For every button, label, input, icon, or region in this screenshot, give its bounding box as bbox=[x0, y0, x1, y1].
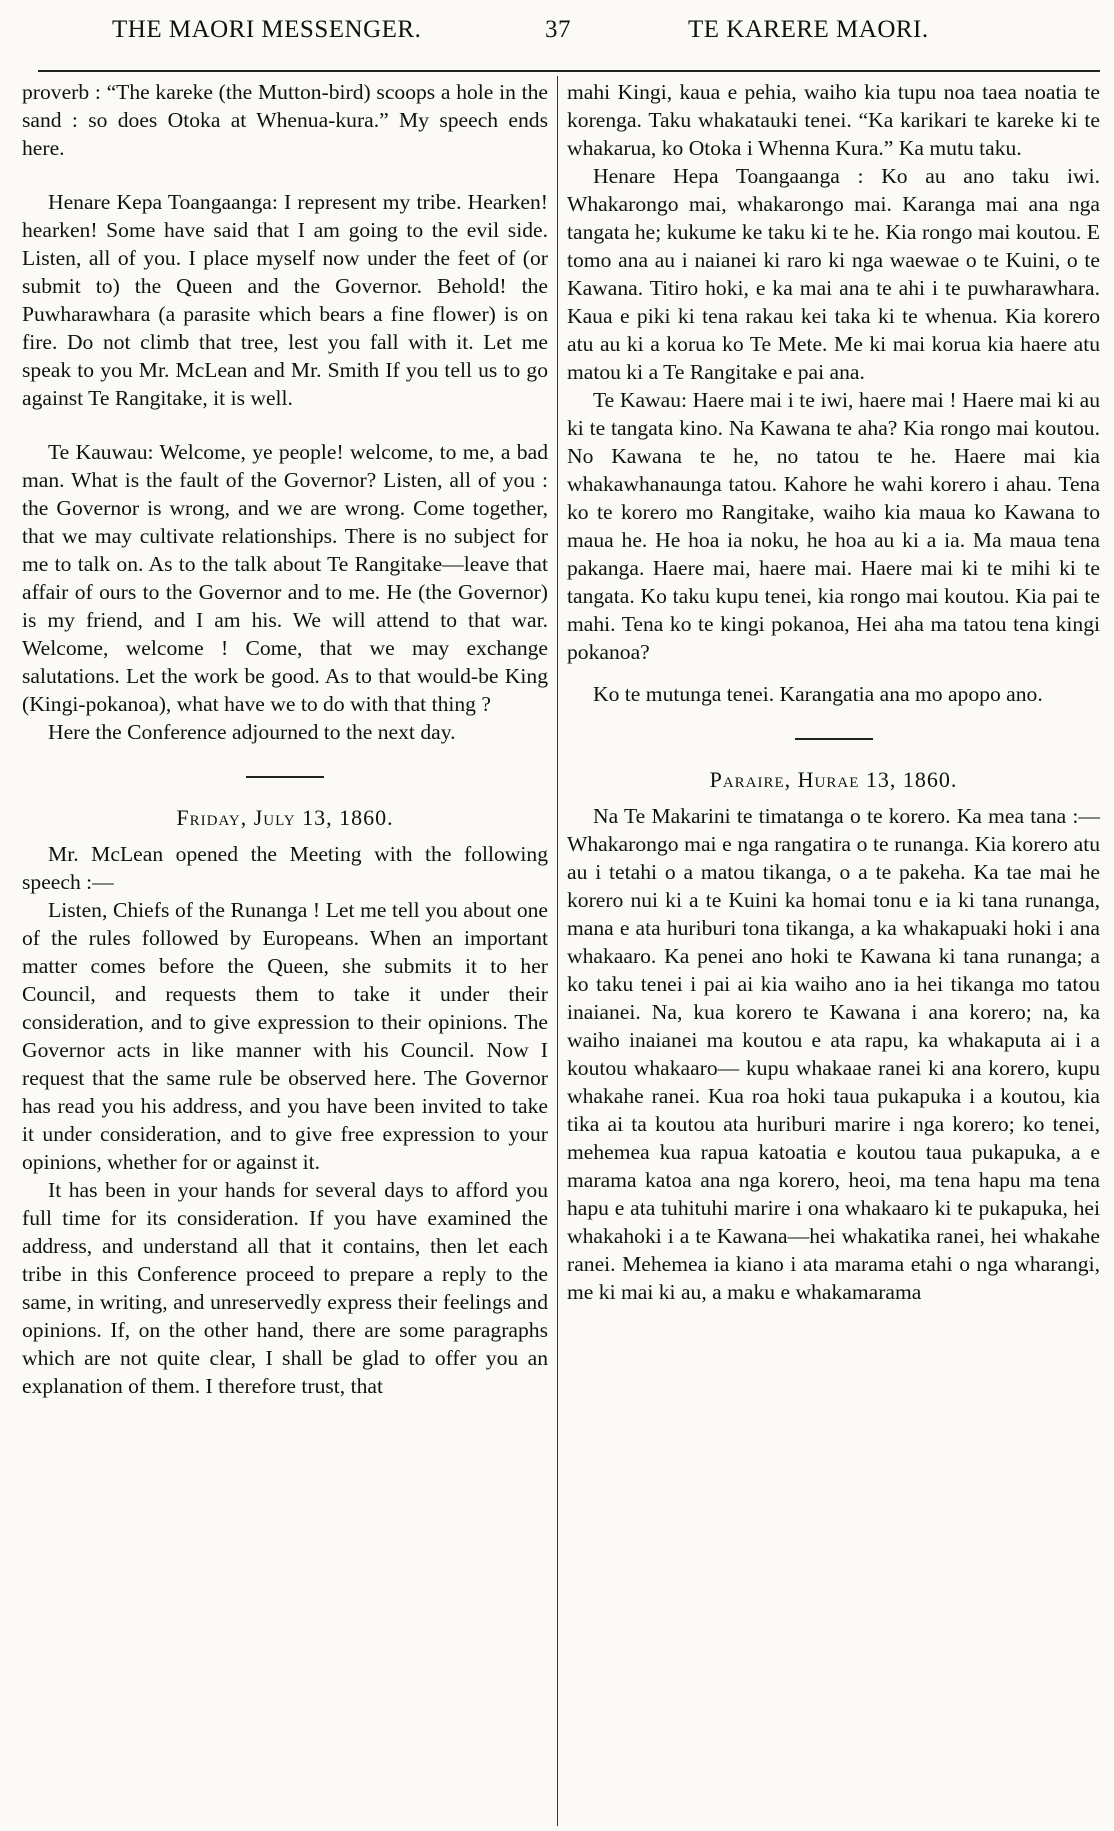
column-divider bbox=[557, 76, 558, 1826]
mclean-speech-1: Listen, Chiefs of the Runanga ! Let me tell you about one of the rules followed by Europeans. When an important matter comes before the Queen, she submits it to her Council, and requests them to take it under their consideration, and to give expression to their opinions. The Governor acts in like manner with his Council. Now I request that the same rule be observed here. The Governor has read you his address, and you have been invited to take it under consideration, and to give free expression to your opinions, whether for or against it. bbox=[22, 898, 548, 1174]
english-column bbox=[22, 78, 548, 1400]
henare-hepa-speech: Henare Hepa Toangaanga : Ko au ano taku iwi. Whakarongo mai, whakarongo mai. Karanga mai ana nga tangata he; kukume ke taku ki te he. Kia rongo mai koutou. E tomo ana au i naianei ki raro ki nga waewae o te Kuini, o te Kawana. Titiro hoki, e ka mai ana te ahi i te puwharawhara. Kaua e piki ki tena rakau kei taka ki te whenua. Kia korero atu au ki a korua ko Te Mete. Me ki mai korua kia haere atu matou ki a Te Rangitake e pai ana. bbox=[567, 164, 1100, 384]
section-date: Paraire, Hurae 13, 1860. bbox=[709, 767, 958, 792]
english-masthead: THE MAORI MESSENGER. bbox=[112, 16, 422, 43]
adjournment-note: Here the Conference adjourned to the next day. bbox=[48, 720, 456, 744]
te-kawau-speech: Te Kawau: Haere mai i te iwi, haere mai ! Haere mai ki au ki te tangata kino. Na Kawana te aha? Kia rongo mai koutou. No Kawana te he, no tatou te he. Haere mai kia whakawhanaunga tatou. Kahore he wahi korero i ahau. Tena ko te korero mo Rangitake, waiho kia maua ko Kawana to maua he. He hoa ia noku, he hoa au ki a ia. Ma maua tena pakanga. Haere mai, haere mai. Haere mai ki te mihi ki te tangata. Ko taku kupu tenei, kia rongo mai koutou. Kia pai te mahi. Tena ko te kingi pokanoa, Hei aha ma tatou tena kingi pokanoa? bbox=[567, 388, 1100, 664]
mutunga-note: Ko te mutunga tenei. Karangatia ana mo apopo ano. bbox=[593, 682, 1043, 706]
kingi-paragraph: mahi Kingi, kaua e pehia, waiho kia tupu noa taea noatia te korenga. Taku whakatauki tenei. “Ka karikari te kareke ki te whakarua, ko Otoka i Whenna Kura.” Ka mutu taku. bbox=[567, 80, 1100, 160]
maori-masthead: TE KARERE MAORI. bbox=[688, 16, 929, 43]
page-header bbox=[0, 0, 1114, 62]
section-rule bbox=[246, 776, 324, 778]
page-number: 37 bbox=[545, 16, 571, 43]
mclean-speech-2: It has been in your hands for several days to afford you full time for its consideration. If you have examined the address, and understand all that it contains, then let each tribe in this Conference proceed to prepare a reply to the same, in writing, and unreservedly express their feelings and opinions. If, on the other hand, there are some paragraphs which are not quite clear, I shall be glad to offer you an explanation of them. I therefore trust, that bbox=[22, 1178, 548, 1398]
section-date: Friday, July 13, 1860. bbox=[176, 805, 394, 830]
mclean-intro: Mr. McLean opened the Meeting with the following speech :— bbox=[22, 842, 548, 894]
henare-kepa-speech: Henare Kepa Toangaanga: I represent my tribe. Hearken! hearken! Some have said that I am going to the evil side. Listen, all of you. I place myself now under the feet of (or submit to) the Queen and the Governor. Behold! the Puwharawhara (a parasite which bears a fine flower) is on fire. Do not climb that tree, lest you fall with it. Let me speak to you Mr. McLean and Mr. Smith If you tell us to go against Te Rangitake, it is well. bbox=[22, 190, 548, 410]
proverb-paragraph: proverb : “The kareke (the Mutton-bird) scoops a hole in the sand : so does Otoka at Whenua-kura.” My speech ends here. bbox=[22, 80, 548, 160]
section-rule bbox=[795, 738, 873, 740]
makarini-speech: Na Te Makarini te timatanga o te korero. Ka mea tana :—Whakarongo mai e nga rangatira o te runanga. Kia korero atu au i tetahi o a matou tikanga, o a te pakeha. Ka tae mai he korero nui ki a te Kuini ka homai tonu e ia ki tana runanga, mana e ata huriburi tona tikanga, a ka whakapuaki hoki i ana whakaaro. Ka penei ano hoki te Kawana ki tana runanga; a ko taku tenei i pai ai kia waiho ano ia hei tikanga mo tatou inaianei. Na, kua korero te Kawana i ana korero; na, ka waiho inaianei ma koutou e ata rapu, ka whakaputa ai i a koutou whakaaro— kupu whakaae ranei ki ana korero, kupu whakahe ranei. Kua roa hoki taua pukapuka i a koutou, kia tika ai ta koutou ata huriburi marire i nga korero; ko tenei, mehemea kua rapua katoatia e koutou taua pukapuka, a e marama katoa ana nga korero, heoi, ma tena hapu ma tena hapu e ata tuhituhi marire i ona whakaaro ki te pukapuka, hei whakahoki i a te Kawana—hei whakatika ranei, hei whakahe ranei. Mehemea ia kiano i ata marama etahi o nga wharangi, me ki mai ki au, a maku e whakamarama bbox=[567, 804, 1100, 1304]
maori-column bbox=[567, 78, 1100, 1306]
header-rule bbox=[38, 70, 1100, 72]
te-kauwau-speech: Te Kauwau: Welcome, ye people! welcome, to me, a bad man. What is the fault of the Governor? Listen, all of you : the Governor is wrong, and we are wrong. Come together, that we may cultivate relationships. There is no subject for me to talk on. As to the talk about Te Rangitake—leave that affair of ours to the Governor and to me. He (the Governor) is my friend, and I am his. We will attend to that war. Welcome, welcome ! Come, that we may exchange salutations. Let the work be good. As to that would-be King (Kingi-pokanoa), what have we to do with that thing ? bbox=[22, 440, 548, 716]
